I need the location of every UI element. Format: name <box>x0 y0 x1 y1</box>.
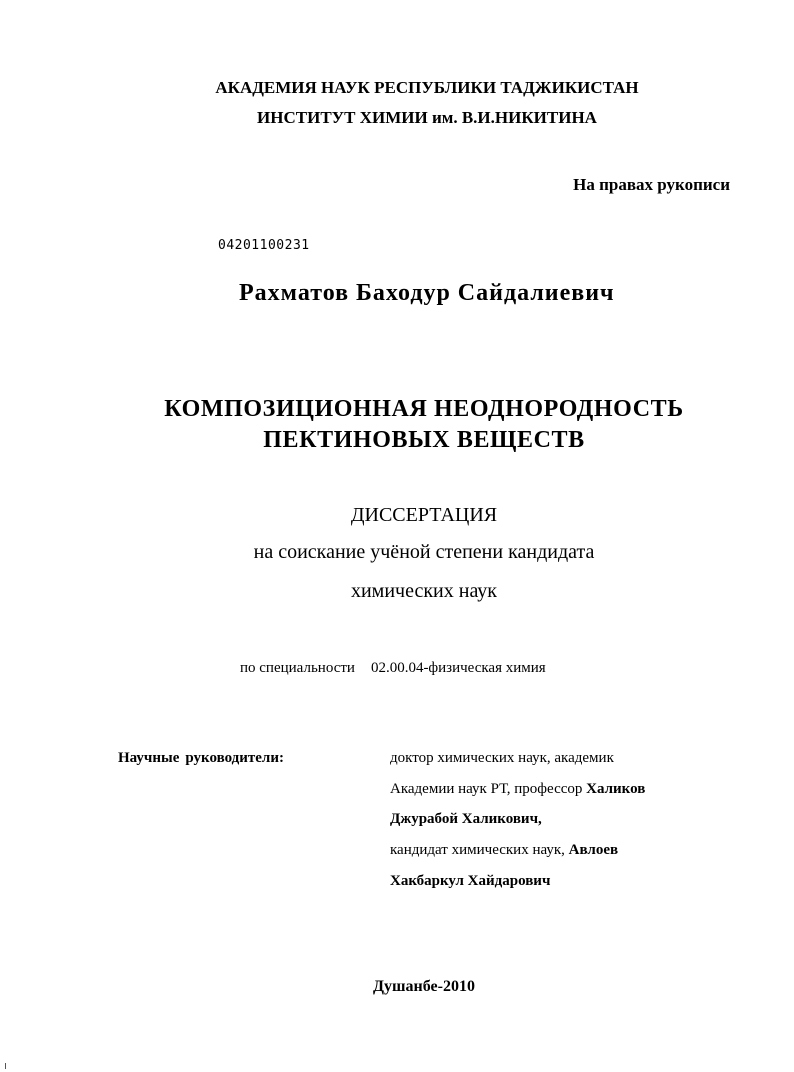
supervisors-label-word-1: Научные <box>118 750 180 766</box>
supervisor-2-names: Хакбаркул Хайдарович <box>390 873 551 889</box>
place-and-year: Душанбе-2010 <box>373 978 475 995</box>
supervisor-1-title-b-line <box>390 781 645 798</box>
thesis-title-line-1: КОМПОЗИЦИОННАЯ НЕОДНОРОДНОСТЬ <box>164 396 684 422</box>
supervisor-1-title-b: Академии наук РТ, профессор <box>390 781 583 797</box>
academy-name: АКАДЕМИЯ НАУК РЕСПУБЛИКИ ТАДЖИКИСТАН <box>215 78 639 97</box>
supervisor-2-surname: Авлоев <box>568 842 619 858</box>
institute-name: ИНСТИТУТ ХИМИИ им. В.И.НИКИТИНА <box>257 108 597 127</box>
degree-line-2: химических наук <box>350 580 498 602</box>
supervisors-label <box>118 750 284 767</box>
thesis-title-line-2: ПЕКТИНОВЫХ ВЕЩЕСТВ <box>263 427 585 453</box>
supervisor-1-surname: Халиков <box>586 781 646 797</box>
author-name: Рахматов Баходур Сайдалиевич <box>239 280 615 306</box>
supervisor-2-line <box>390 842 618 859</box>
specialty-value: 02.00.04-физическая химия <box>370 660 546 676</box>
manuscript-note: На правах рукописи <box>573 175 730 194</box>
work-type: ДИССЕРТАЦИЯ <box>350 504 498 526</box>
supervisor-1-names: Джурабой Халикович, <box>390 811 542 827</box>
registration-code: 04201100231 <box>218 238 310 253</box>
specialty <box>240 660 546 677</box>
specialty-prefix: по специальности <box>240 660 355 676</box>
supervisor-2-title: кандидат химических наук, <box>390 842 565 858</box>
supervisor-1-title-a: доктор химических наук, академик <box>390 750 614 766</box>
supervisors-label-word-2: руководители: <box>185 750 284 766</box>
scan-artifact <box>5 1063 6 1069</box>
degree-line-1: на соискание учёной степени кандидата <box>253 541 595 563</box>
